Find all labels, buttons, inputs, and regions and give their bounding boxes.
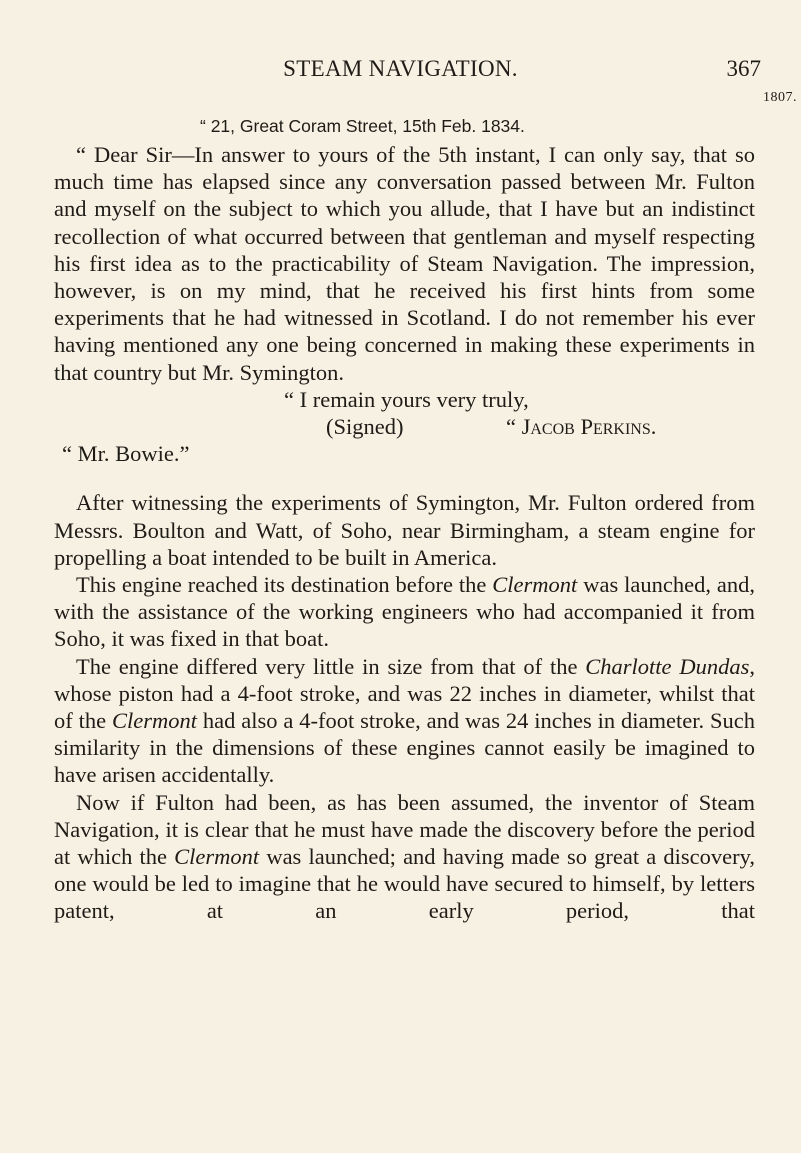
signed-label: (Signed) xyxy=(326,414,404,440)
ship-name: Clermont xyxy=(112,708,198,734)
paragraph-2-text-a: This engine reached its destination before the xyxy=(76,572,493,598)
ship-name: Charlotte Dundas xyxy=(585,653,750,679)
paragraph-3-text-b: , whose piston had a 4-foot stroke, and was 22 inches in diameter, whilst that of the xyxy=(54,653,755,734)
paragraph-3-text-c: had also a 4-foot stroke, and was 24 inches in diameter. Such similarity in the dimensions of these engines cannot easily be imagined to have arisen accidentally. xyxy=(54,708,755,788)
letter-signature-line xyxy=(326,413,755,440)
ship-name: Clermont xyxy=(174,844,260,870)
page-header xyxy=(0,56,801,84)
paragraph-2 xyxy=(54,571,755,653)
paragraph-3-text-a: The engine differed very little in size from that of the xyxy=(76,653,586,679)
margin-year-note: 1807. xyxy=(763,90,797,105)
paragraph-2-text-b: was launched, and, with the assistance of the working engineers who had accompanied it from Soho, it was fixed in that boat. xyxy=(54,572,755,652)
letter-recipient: “ Mr. Bowie.” xyxy=(62,441,190,467)
letter-address: “ 21, Great Coram Street, 15th Feb. 1834. xyxy=(200,116,525,136)
body-text xyxy=(54,114,755,925)
running-title: STEAM NAVIGATION. xyxy=(283,56,518,81)
paragraph-4-text-b: was launched; and having made so great a discovery, one would be led to imagine that he would have secured to himself, by letters patent, at an early period, that xyxy=(54,844,755,924)
ship-name: Clermont xyxy=(492,572,578,598)
paragraph-4-text-a: Now if Fulton had been, as has been assumed, the inventor of Steam Navigation, it is clear that he must have made the discovery before the period at which the xyxy=(54,789,755,870)
letter-body: “ Dear Sir—In answer to yours of the 5th instant, I can only say, that so much time has elapsed since any conversation passed between Mr. Fulton and myself on the subject to which you allude, that I have but an indistinct recollection of what occurred between that gentleman and myself respecting his first idea as to the practicability of Steam Navigation. The impression, however, is on my mind, that he received his first hints from some experiments that he had witnessed in Scotland. I do not remember his ever having mentioned any one being concerned in making these experiments in that country but Mr. Symington. xyxy=(54,142,755,385)
paragraph-1: After witnessing the experiments of Symington, Mr. Fulton ordered from Messrs. Boulton and Watt, of Soho, near Birmingham, a steam engine for propelling a boat intended to be built in America. xyxy=(54,490,755,570)
signature: “ Jacob Perkins. xyxy=(506,414,657,440)
letter-closing: “ I remain yours very truly, xyxy=(284,386,529,412)
page-number: 367 xyxy=(726,56,761,81)
paragraph-4 xyxy=(54,789,755,925)
paragraph-3 xyxy=(54,653,755,789)
